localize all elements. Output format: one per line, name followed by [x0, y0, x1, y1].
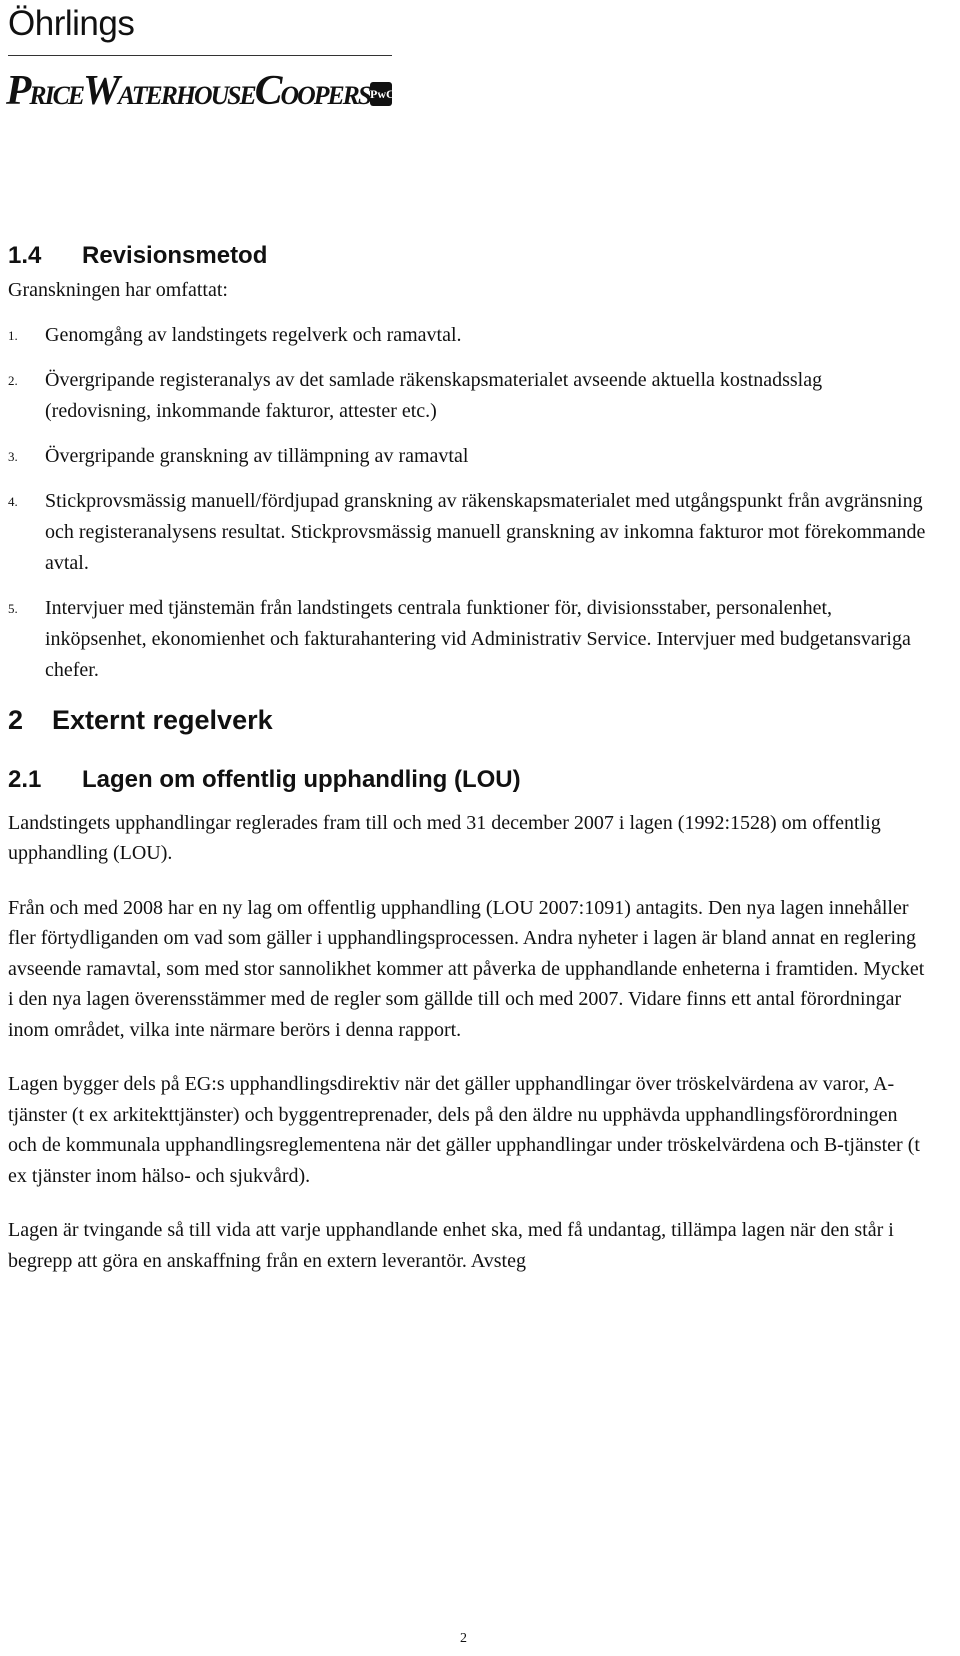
list-item-number: 4. — [8, 493, 18, 509]
logo-pricewaterhousecoopers — [6, 66, 370, 121]
logo-letter-p: P — [6, 68, 30, 114]
logo-letter-c: C — [254, 68, 281, 114]
logo-text-aterhouse: ATERHOUSE — [118, 81, 255, 110]
list-item-number: 3. — [8, 448, 18, 464]
heading-lou — [8, 764, 930, 796]
list-item-text: Övergripande granskning av tillämpning av ramavtal — [45, 444, 469, 467]
logo-text-oopers: OOPERS — [280, 81, 371, 110]
list-item-text: Övergripande registeranalys av det samlade räkenskapsmaterialet avseende aktuella kostnadsslag (redovisning, inkommande fakturor, attester etc.) — [45, 368, 823, 422]
heading-title: Externt regelverk — [52, 704, 273, 735]
list-item — [8, 365, 930, 427]
paragraph: Från och med 2008 har en ny lag om offentlig upphandling (LOU 2007:1091) antagits. Den nya lagen innehåller fler förtydliganden om vad som gäller i upphandlingsprocessen. Andra nyheter i lagen är bland annat en reglering avseende ramavtal, som med stor sannolikhet kommer att påverka de upphandlande enheterna i framtiden. Mycket i den nya lagen överensstämmer med de regler som gällde till och med 2007. Vidare finns ett antal förordningar inom området, vilka inte närmare berörs i denna rapport. — [8, 896, 925, 1041]
list-item-text: Genomgång av landstingets regelverk och ramavtal. — [45, 323, 462, 346]
heading-title: Lagen om offentlig upphandling (LOU) — [82, 765, 521, 793]
paragraph: Lagen bygger dels på EG:s upphandlingsdirektiv när det gäller upphandlingar över tröskelvärdena av varor, A-tjänster (t ex arkitekttjänster) och byggentreprenader, dels på den äldre nu upphävda upphandlingsförordningen och de kommunala upphandlingsreglementena när det gäller upphandlingar under tröskelvärdena och B-tjänster (t ex tjänster inom hälso- och sjukvård). — [8, 1073, 920, 1187]
page-number: 2 — [460, 1631, 467, 1646]
heading-number: 1.4 — [8, 242, 42, 269]
method-intro: Granskningen har omfattat: — [8, 279, 228, 301]
list-item-number: 1. — [8, 327, 18, 343]
list-item-number: 5. — [8, 600, 18, 616]
heading-number: 2.1 — [8, 765, 42, 793]
heading-revisionsmetod — [8, 240, 930, 272]
method-list — [8, 320, 930, 686]
heading-title: Revisionsmetod — [82, 242, 268, 269]
document-body — [8, 240, 930, 1276]
list-item — [8, 441, 930, 472]
logo-ohrlings: Öhrlings — [8, 4, 135, 43]
heading-externt-regelverk — [8, 702, 930, 738]
list-item-text: Stickprovsmässig manuell/fördjupad granskning av räkenskapsmaterialet med utgångspunkt från avgränsning och registeranalysens resultat. Stickprovsmässig manuell granskning av inkomna fakturor mot förekommande avtal. — [45, 489, 926, 574]
list-item — [8, 486, 930, 579]
heading-number: 2 — [8, 704, 24, 735]
list-item — [8, 593, 930, 686]
paragraph: Landstingets upphandlingar reglerades fram till och med 31 december 2007 i lagen (1992:1528) om offentlig upphandling (LOU). — [8, 811, 881, 864]
paragraph: Lagen är tvingande så till vida att varje upphandlande enhet ska, med få undantag, tillämpa lagen när den står i begrepp att göra en anskaffning från en extern leverantör. Avsteg — [8, 1219, 894, 1272]
list-item-number: 2. — [8, 372, 18, 388]
logo-letter-w: W — [83, 68, 119, 114]
logo-text-rice: RICE — [29, 81, 84, 110]
logo-divider — [8, 55, 392, 56]
list-item-text: Intervjuer med tjänstemän från landstingets centrala funktioner för, divisionsstaber, personalenhet, inköpsenhet, ekonomienhet och fakturahantering vid Administrativ Service. Intervjuer med budgetansvariga chefer. — [45, 596, 911, 681]
logo-mark-icon: PwC — [370, 82, 392, 106]
list-item — [8, 320, 930, 351]
